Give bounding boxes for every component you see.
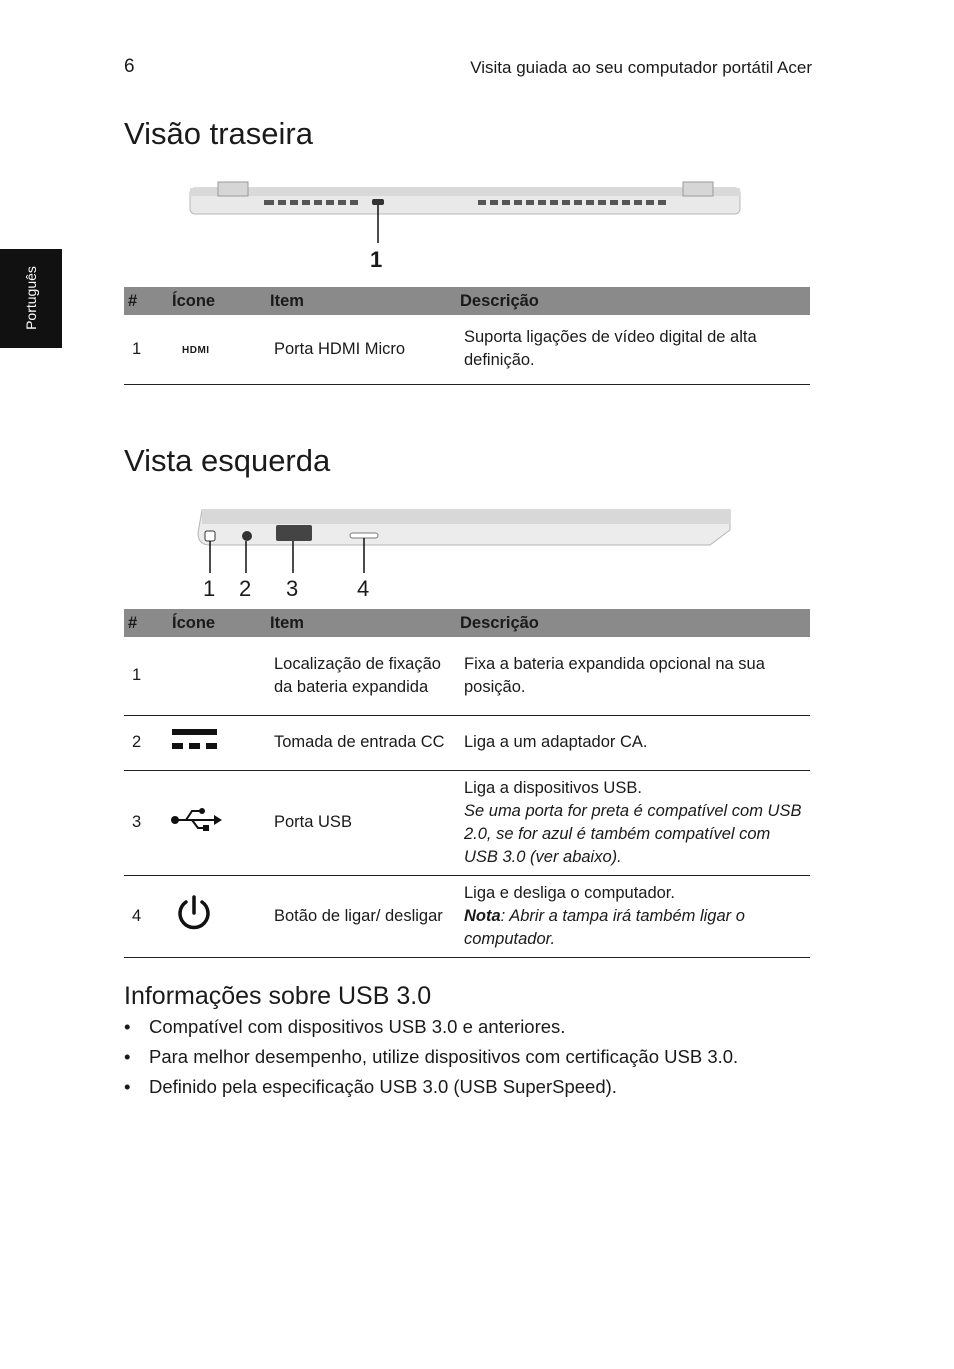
list-item: • Definido pela especificação USB 3.0 (USB SuperSpeed). — [124, 1072, 738, 1102]
left-view-table — [124, 609, 810, 958]
left-callout-4: 4 — [357, 576, 370, 601]
row-description: Liga a um adaptador CA. — [454, 715, 810, 770]
row-item: Porta HDMI Micro — [264, 315, 454, 384]
usb-port — [276, 525, 312, 541]
row-description — [454, 770, 810, 875]
table-row — [124, 770, 810, 875]
usb-info-title: Informações sobre USB 3.0 — [124, 982, 432, 1010]
dc-in-icon — [170, 724, 220, 754]
page-number: 6 — [124, 56, 135, 77]
table-row — [124, 637, 810, 715]
hdmi-icon-text: HDMI — [182, 344, 210, 356]
row-number: 4 — [124, 875, 166, 957]
usb-icon — [170, 806, 222, 832]
row-number: 3 — [124, 770, 166, 875]
table-header — [124, 609, 810, 637]
power-icon — [170, 893, 220, 933]
row-item: Botão de ligar/ desligar — [264, 875, 454, 957]
battery-lock-slot — [205, 531, 215, 541]
power-button — [350, 533, 378, 538]
note-label: Nota — [464, 906, 501, 925]
col-icon: Ícone — [166, 287, 264, 315]
col-icon: Ícone — [166, 609, 264, 637]
table-row — [124, 875, 810, 957]
row-item: Tomada de entrada CC — [264, 715, 454, 770]
col-number: # — [124, 609, 166, 637]
left-view-title: Vista esquerda — [124, 443, 331, 478]
table-header — [124, 287, 810, 315]
row-description: Fixa a bateria expandida opcional na sua posição. — [454, 637, 810, 715]
usb-desc-main: Liga a dispositivos USB. — [464, 778, 642, 797]
table-row — [124, 315, 810, 384]
col-description: Descrição — [454, 287, 810, 315]
usb-desc-note: Se uma porta for preta é compatível com USB 2.0, se for azul é também compatível com USB 3.0 (ver abaixo). — [464, 801, 802, 866]
row-description: Suporta ligações de vídeo digital de alta definição. — [454, 315, 810, 384]
row-description — [454, 875, 810, 957]
running-title: Visita guiada ao seu computador portátil Acer — [470, 58, 812, 77]
list-item: • Compatível com dispositivos USB 3.0 e anteriores. — [124, 1012, 738, 1042]
row-number: 1 — [124, 637, 166, 715]
usb-info-list — [124, 1012, 738, 1102]
row-icon-empty — [166, 637, 264, 715]
note-text: : Abrir a tampa irá também ligar o computador. — [464, 906, 745, 948]
rear-callout-1: 1 — [370, 247, 383, 272]
left-callout-2: 2 — [239, 576, 252, 601]
row-number: 2 — [124, 715, 166, 770]
left-callout-3: 3 — [286, 576, 299, 601]
col-item: Item — [264, 287, 454, 315]
language-tab — [0, 249, 62, 348]
col-number: # — [124, 287, 166, 315]
row-number: 1 — [124, 315, 166, 384]
power-desc-main: Liga e desliga o computador. — [464, 883, 675, 902]
left-view-illustration — [190, 505, 750, 585]
col-item: Item — [264, 609, 454, 637]
row-item: Localização de fixação da bateria expandida — [264, 637, 454, 715]
list-item: • Para melhor desempenho, utilize dispositivos com certificação USB 3.0. — [124, 1042, 738, 1072]
rear-view-title: Visão traseira — [124, 116, 313, 151]
language-tab-label: Português — [23, 266, 39, 330]
row-item: Porta USB — [264, 770, 454, 875]
hdmi-icon — [166, 315, 264, 384]
rear-view-table — [124, 287, 810, 385]
col-description: Descrição — [454, 609, 810, 637]
dc-in-port — [242, 531, 252, 541]
table-row — [124, 715, 810, 770]
hdmi-port — [372, 199, 384, 205]
left-callout-1: 1 — [203, 576, 216, 601]
rear-view-illustration — [180, 176, 760, 276]
